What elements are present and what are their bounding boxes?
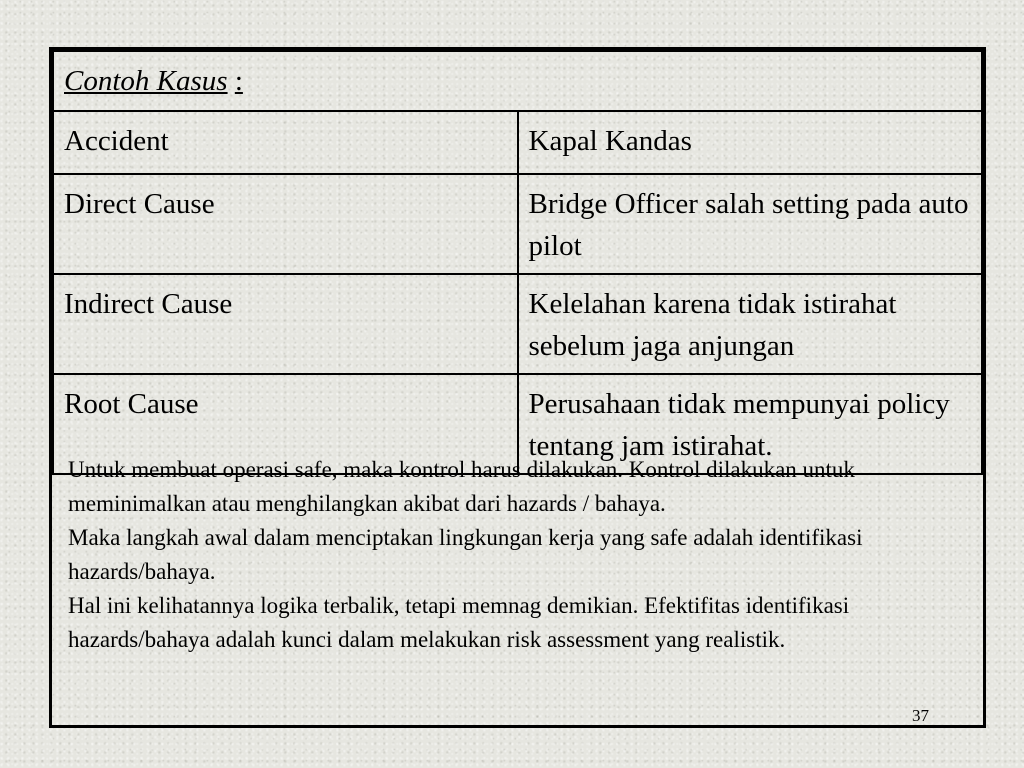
row-value-root-cause: Perusahaan tidak mempunyai policy tentang jam istirahat. bbox=[518, 374, 983, 474]
slide-title-colon: : bbox=[234, 65, 243, 97]
case-table bbox=[52, 50, 983, 475]
explanation-text bbox=[68, 453, 948, 657]
table-row bbox=[53, 111, 982, 174]
page-number: 37 bbox=[912, 706, 929, 725]
row-value-accident: Kapal Kandas bbox=[518, 111, 983, 174]
row-label-accident: Accident bbox=[53, 111, 518, 174]
row-label-indirect-cause: Indirect Cause bbox=[53, 274, 518, 374]
row-label-direct-cause: Direct Cause bbox=[53, 174, 518, 274]
slide-title: Contoh Kasus bbox=[64, 65, 228, 97]
table-row bbox=[53, 174, 982, 274]
paragraph-2: Maka langkah awal dalam menciptakan lingkungan kerja yang safe adalah identifikasi hazards/bahaya. bbox=[68, 525, 863, 584]
paragraph-3: Hal ini kelihatannya logika terbalik, tetapi memnag demikian. Efektifitas identifikasi hazards/bahaya adalah kunci dalam melakukan risk assessment yang realistik. bbox=[68, 593, 850, 652]
table-title-cell bbox=[53, 51, 982, 111]
table-row bbox=[53, 274, 982, 374]
row-label-root-cause: Root Cause bbox=[53, 374, 518, 474]
row-value-indirect-cause: Kelelahan karena tidak istirahat sebelum jaga anjungan bbox=[518, 274, 983, 374]
row-value-direct-cause: Bridge Officer salah setting pada auto pilot bbox=[518, 174, 983, 274]
paragraph-1: Untuk membuat operasi safe, maka kontrol harus dilakukan. Kontrol dilakukan untuk meminimalkan atau menghilangkan akibat dari hazards / bahaya. bbox=[68, 457, 855, 516]
table-title-row bbox=[53, 51, 982, 111]
